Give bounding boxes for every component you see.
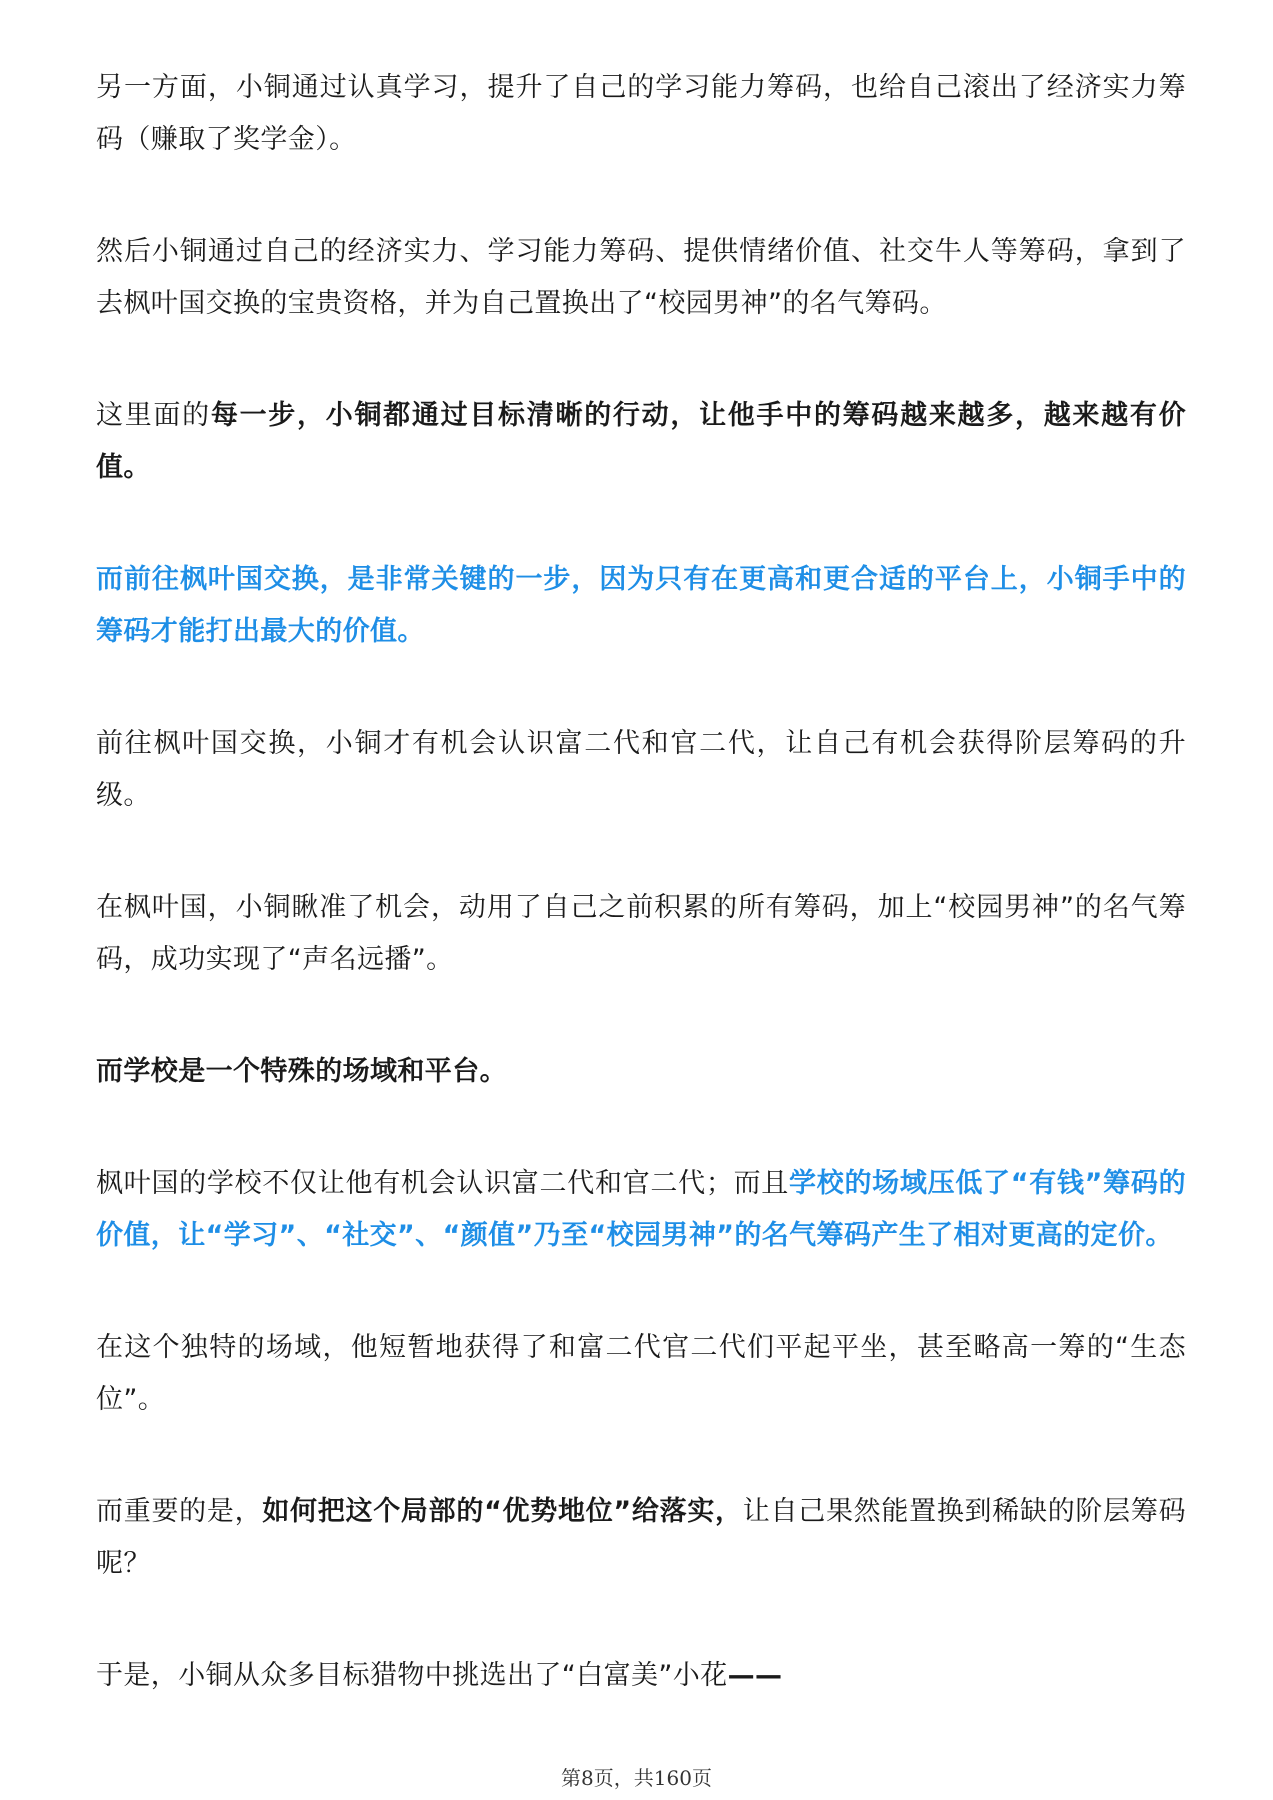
highlight-text-segment: 学校的场域压低了“有钱”筹码的价值，让“学习”、“社交”、“颜值”乃至“校园男神”的名气筹码产生了相对更高的定价。 [96, 1168, 1186, 1251]
paragraph-4-highlight [96, 554, 1186, 658]
paragraph-10 [96, 1486, 1186, 1590]
text-segment: 而重要的是， [96, 1496, 263, 1527]
paragraph-3 [96, 390, 1186, 494]
text-segment: 然后小铜通过自己的经济实力、学习能力筹码、提供情绪价值、社交牛人等筹码，拿到了去枫叶国交换的宝贵资格，并为自己置换出了“校园男神”的名气筹码。 [96, 236, 1186, 319]
bold-text-segment: 如何把这个局部的“优势地位”给落实， [262, 1496, 743, 1527]
text-segment: 前往枫叶国交换，小铜才有机会认识富二代和官二代，让自己有机会获得阶层筹码的升级。 [96, 728, 1186, 811]
bold-text-segment: 而学校是一个特殊的场域和平台。 [96, 1056, 507, 1087]
document-body [96, 62, 1186, 1762]
paragraph-2 [96, 226, 1186, 330]
text-segment: 这里面的 [96, 400, 211, 431]
page-number-footer: 第8页，共160页 [561, 1766, 712, 1790]
text-segment: 让自己果然能置换到稀缺的阶层筹码呢？ [96, 1496, 1186, 1579]
paragraph-11 [96, 1650, 1186, 1702]
text-segment: 另一方面，小铜通过认真学习，提升了自己的学习能力筹码，也给自己滚出了经济实力筹码（赚取了奖学金）。 [96, 72, 1186, 155]
bold-text-segment: —— [727, 1660, 783, 1691]
text-segment: 在这个独特的场域，他短暂地获得了和富二代官二代们平起平坐，甚至略高一筹的“生态位”。 [96, 1332, 1186, 1415]
paragraph-1 [96, 62, 1186, 166]
paragraph-5 [96, 718, 1186, 822]
paragraph-7-bold [96, 1046, 1186, 1098]
paragraph-8 [96, 1158, 1186, 1262]
text-segment: 枫叶国的学校不仅让他有机会认识富二代和官二代；而且 [96, 1168, 790, 1199]
text-segment: 在枫叶国，小铜瞅准了机会，动用了自己之前积累的所有筹码，加上“校园男神”的名气筹码，成功实现了“声名远播”。 [96, 892, 1186, 975]
paragraph-6 [96, 882, 1186, 986]
text-segment: 于是，小铜从众多目标猎物中挑选出了“白富美”小花 [96, 1660, 728, 1691]
paragraph-9 [96, 1322, 1186, 1426]
highlight-text-segment: 而前往枫叶国交换，是非常关键的一步，因为只有在更高和更合适的平台上，小铜手中的筹码才能打出最大的价值。 [96, 564, 1186, 647]
bold-text-segment: 每一步，小铜都通过目标清晰的行动，让他手中的筹码越来越多，越来越有价值。 [96, 400, 1186, 483]
